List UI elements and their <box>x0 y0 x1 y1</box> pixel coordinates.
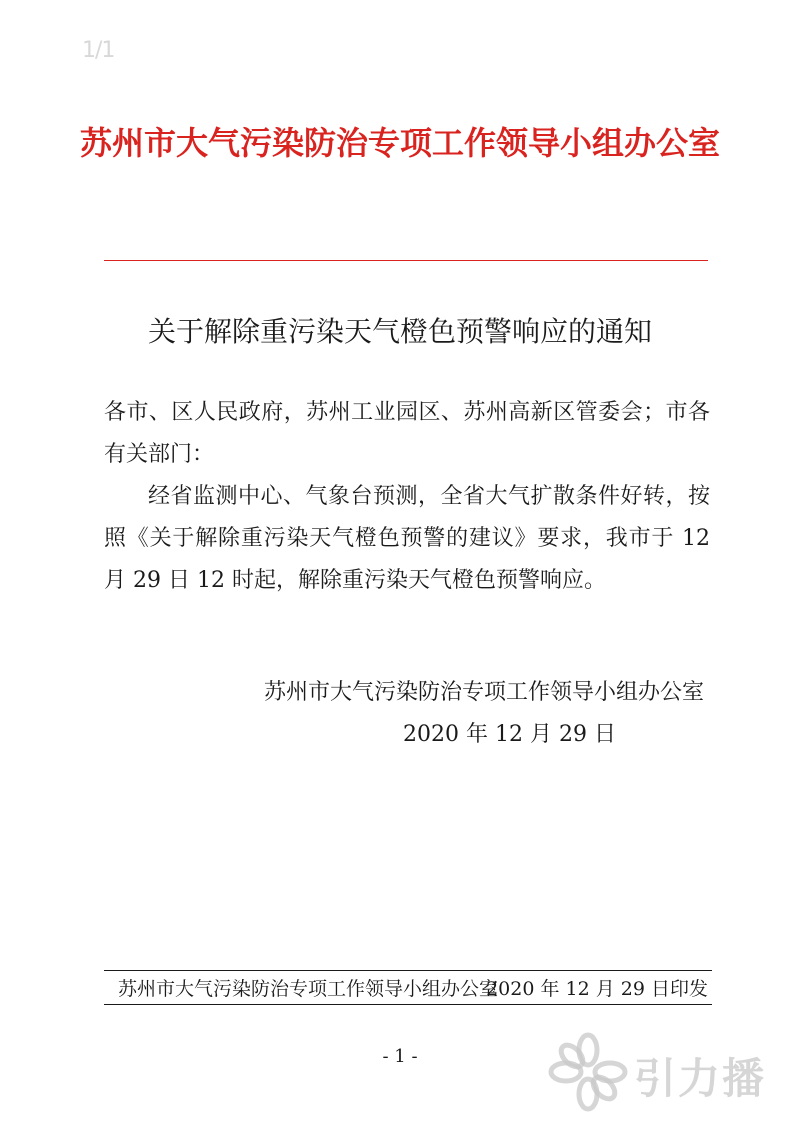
header-red-rule <box>104 260 708 261</box>
page-number: - 1 - <box>382 1046 418 1067</box>
footer-rule-bottom <box>104 1004 712 1005</box>
watermark <box>548 1032 788 1112</box>
addressee-text: 各市、区人民政府，苏州工业园区、苏州高新区管委会；市各有关部门： <box>104 400 710 467</box>
flower-logo-icon <box>548 1032 628 1112</box>
signature-date: 2020 年 12 月 29 日 <box>403 722 616 747</box>
page-corner-mark: 1/1 <box>82 38 115 63</box>
issuing-org-header: 苏州市大气污染防治专项工作领导小组办公室 <box>79 124 720 162</box>
footer-print-date: 2020 年 12 月 29 日印发 <box>486 978 708 1000</box>
watermark-text: 引力播 <box>634 1054 767 1103</box>
footer-rule-top <box>104 970 712 971</box>
signature-org: 苏州市大气污染防治专项工作领导小组办公室 <box>263 680 704 705</box>
footer-org: 苏州市大气污染防治专项工作领导小组办公室 <box>118 978 499 1000</box>
document-title: 关于解除重污染天气橙色预警响应的通知 <box>147 315 652 348</box>
body-paragraph: 经省监测中心、气象台预测，全省大气扩散条件好转，按照《关于解除重污染天气橙色预警的建议》要求，我市于 12 月 29 日 12 时起，解除重污染天气橙色预警响应。 <box>104 484 710 593</box>
